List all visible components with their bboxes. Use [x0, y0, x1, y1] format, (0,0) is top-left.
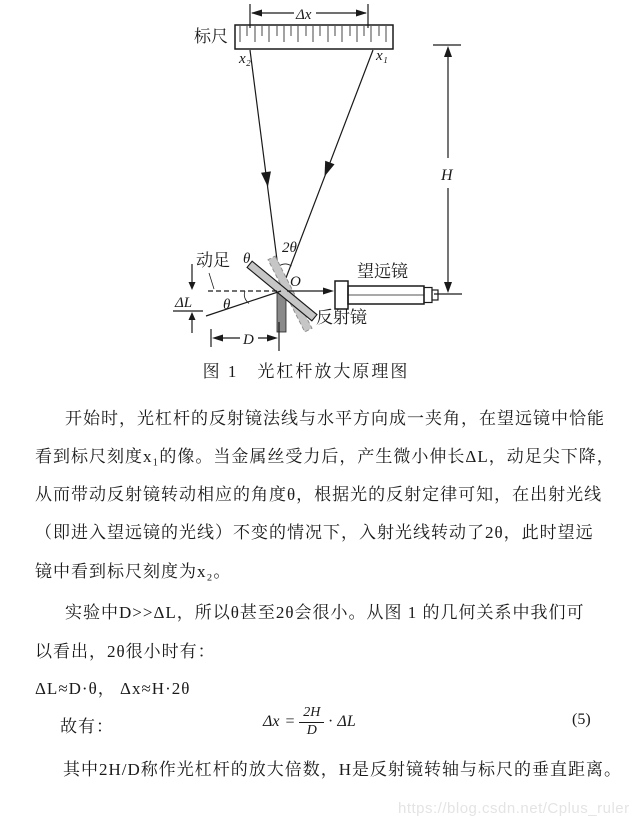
paragraph-line: 开始时，光杠杆的反射镜法线与水平方向成一夹角，在望远镜中恰能: [65, 409, 605, 428]
equation-lead: 故有：: [60, 717, 114, 736]
telescope-body: [335, 281, 438, 309]
ruler-ticks: [240, 26, 386, 42]
paragraph-line: 看到标尺刻度x₁的像。当金属丝受力后，产生微小伸长ΔL，动足尖下降，: [35, 447, 615, 466]
paragraph-line: 从而带动反射镜转动相应的角度θ，根据光的反射定律可知，在出射光线: [35, 485, 603, 504]
light-rays: [250, 50, 373, 291]
paragraph-line: （即进入望远镜的光线）不变的情况下，入射光线转动了2θ，此时望远: [35, 523, 594, 542]
ruler-label: 标尺: [194, 27, 228, 46]
moving-foot-label: 动足: [196, 251, 230, 270]
two-theta-label: 2θ: [282, 240, 297, 256]
dx-label: Δx: [296, 7, 312, 23]
moving-foot-tick: [209, 273, 214, 289]
equation-5: [263, 701, 356, 743]
theta-top-label: θ: [243, 251, 251, 267]
watermark: https://blog.csdn.net/Cplus_ruler: [398, 800, 630, 817]
paragraph-line: 其中2H/D称作光杠杆的放大倍数，H是反射镜转轴与标尺的垂直距离。: [63, 760, 623, 779]
H-dimension: [433, 45, 462, 294]
equation-number: (5): [572, 711, 591, 728]
fraction-denominator: D: [306, 722, 317, 738]
equals-sign: =: [284, 713, 296, 730]
origin-label: O: [290, 274, 301, 290]
equation-lhs: Δx: [263, 713, 280, 730]
dot-operator: ·: [328, 713, 333, 730]
approximation-line: ΔL≈D·θ， Δx≈H·2θ: [35, 679, 191, 698]
paragraph-line: 实验中D>>ΔL，所以θ甚至2θ会很小。从图 1 的几何关系中我们可: [65, 603, 585, 622]
ruler: [235, 25, 393, 49]
D-label: D: [243, 332, 254, 348]
paragraph-line: 以看出，2θ很小时有：: [35, 642, 216, 661]
x2-label: x₂: [239, 51, 251, 67]
lever-arm-line: [206, 291, 281, 316]
x1-label: x₁: [376, 48, 388, 64]
telescope-label: 望远镜: [357, 262, 408, 281]
mirror-label: 反射镜: [316, 308, 367, 327]
H-label: H: [441, 167, 453, 184]
fraction: [299, 705, 324, 738]
dL-dimension: [173, 264, 203, 333]
theta-bottom-label: θ: [223, 297, 231, 313]
optical-lever-diagram: [0, 0, 641, 352]
dL-label: ΔL: [175, 295, 193, 311]
ray-arrow-right: [320, 161, 335, 179]
equation-rhs: ΔL: [337, 713, 356, 730]
D-dimension: [211, 322, 279, 351]
figure-caption: 图 1 光杠杆放大原理图: [202, 362, 410, 381]
fraction-numerator: 2H: [299, 705, 324, 722]
lever-arm: [206, 291, 281, 316]
paragraph-line: 镜中看到标尺刻度为x₂。: [35, 562, 232, 581]
